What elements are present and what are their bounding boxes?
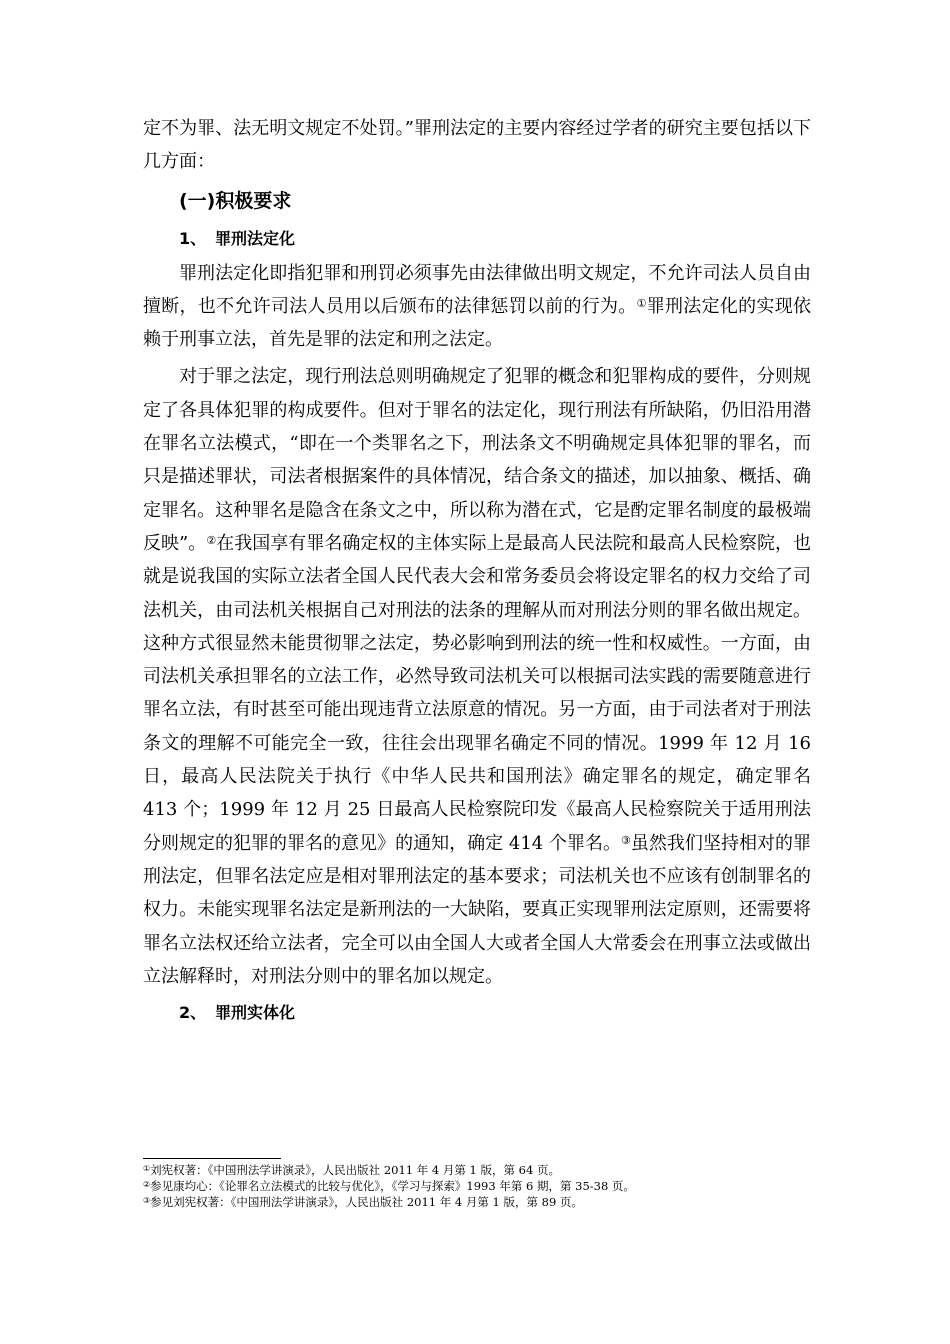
paragraph-text: 对于罪之法定，现行刑法总则明确规定了犯罪的概念和犯罪构成的要件，分则规定了各具体犯罪的构成要件。但对于罪名的法定化，现行刑法有所缺陷，仍旧沿用潜在罪名立法模式，“即在一个类罪名之下，刑法条文不明确规定具体犯罪的罪名，而只是描述罪状，司法者根据案件的具体情况，结合条文的描述，加以抽象、概括、确定罪名。这种罪名是隐含在条文之中，所以称为潜在式，它是酌定罪名制度的最极端反映”。: [143, 366, 811, 554]
paragraph-text: 虽然我们坚持相对的罪刑法定，但罪名法定应是相对罪刑法定的基本要求；司法机关也不应该有创制罪名的权力。未能实现罪名法定是新刑法的一大缺陷，要真正实现罪刑法定原则，还需要将罪名立法权还给立法者，完全可以由全国人大或者全国人大常委会在刑事立法或做出立法解释时，对刑法分则中的罪名加以规定。: [143, 832, 811, 987]
body-text: [143, 112, 811, 1031]
paragraph-text: 罪刑法定化即指犯罪和刑罚必须事先由法律做出明文规定，不允许司法人员自由擅断，也不允许司法人员用以后颁布的法律惩罚以前的行为。: [143, 262, 811, 317]
section-heading: (一)积极要求: [179, 189, 292, 212]
subsection-number: 1、: [179, 228, 207, 248]
subsection-number: 2、: [179, 1003, 207, 1023]
footnotes: [143, 1162, 843, 1210]
footnote-text: 参见刘宪权著：《中国刑法学讲演录》，人民出版社 2011 年 4 月第 1 版，第 89 页。: [150, 1195, 583, 1209]
footnote-text: 刘宪权著：《中国刑法学讲演录》，人民出版社 2011 年 4 月第 1 版，第 64 页。: [150, 1163, 560, 1177]
footnote-2: [143, 1178, 843, 1194]
subsection-heading-1: [143, 221, 811, 257]
footnote-mark: ②: [143, 1180, 151, 1189]
paragraph-text: 在我国享有罪名确定权的主体实际上是最高人民法院和最高人民检察院，也就是说我国的实际立法者全国人民代表大会和常务委员会将设定罪名的权力交给了司法机关，由司法机关根据自己对刑法的法条的理解从而对刑法分则的罪名做出规定。这种方式很显然未能贯彻罪之法定，势必影响到刑法的统一性和权威性。一方面，由司法机关承担罪名的立法工作，必然导致司法机关可以根据司法实践的需要随意进行罪名立法，有时甚至可能出现违背立法原意的情况。另一方面，由于司法者对于刑法条文的理解不可能完全一致，往往会出现罪名确定不同的情况。1999 年 12 月 16 日，最高人民法院关于执行《中华人民共和国刑法》确定罪名的规定，确定罪名 413 个；1999 年 12 月 25 日最高人民检察院印发《最高人民检察院关于适用刑法分则规定的犯罪的罪名的意见》的通知，确定 414 个罪名。: [143, 532, 811, 854]
footnote-ref-1[interactable]: ①: [636, 296, 647, 310]
subsection-title: 罪刑实体化: [215, 1003, 296, 1023]
footnote-ref-2[interactable]: ②: [206, 533, 217, 547]
footnote-1: [143, 1162, 843, 1178]
subsection-heading-2: [143, 995, 811, 1031]
footnote-mark: ③: [143, 1196, 151, 1205]
subsection-title: 罪刑法定化: [215, 228, 296, 248]
footnote-3: [143, 1194, 843, 1210]
paragraph-1: [143, 257, 811, 357]
paragraph-2: [143, 360, 811, 993]
footnote-text: 参见康均心：《论罪名立法模式的比较与优化》，《学习与探索》1993 年第 6 期，第 35-38 页。: [150, 1179, 635, 1193]
paragraph-continuation: 定不为罪、法无明文规定不处罚。”罪刑法定的主要内容经过学者的研究主要包括以下几方面：: [143, 118, 811, 173]
footnote-separator: [143, 1158, 281, 1159]
paragraph-text: 罪刑法定化的实现依赖于刑事立法，首先是罪的法定和刑之法定。: [143, 295, 811, 351]
footnote-mark: ①: [143, 1164, 151, 1173]
footnote-ref-3[interactable]: ③: [621, 833, 631, 847]
